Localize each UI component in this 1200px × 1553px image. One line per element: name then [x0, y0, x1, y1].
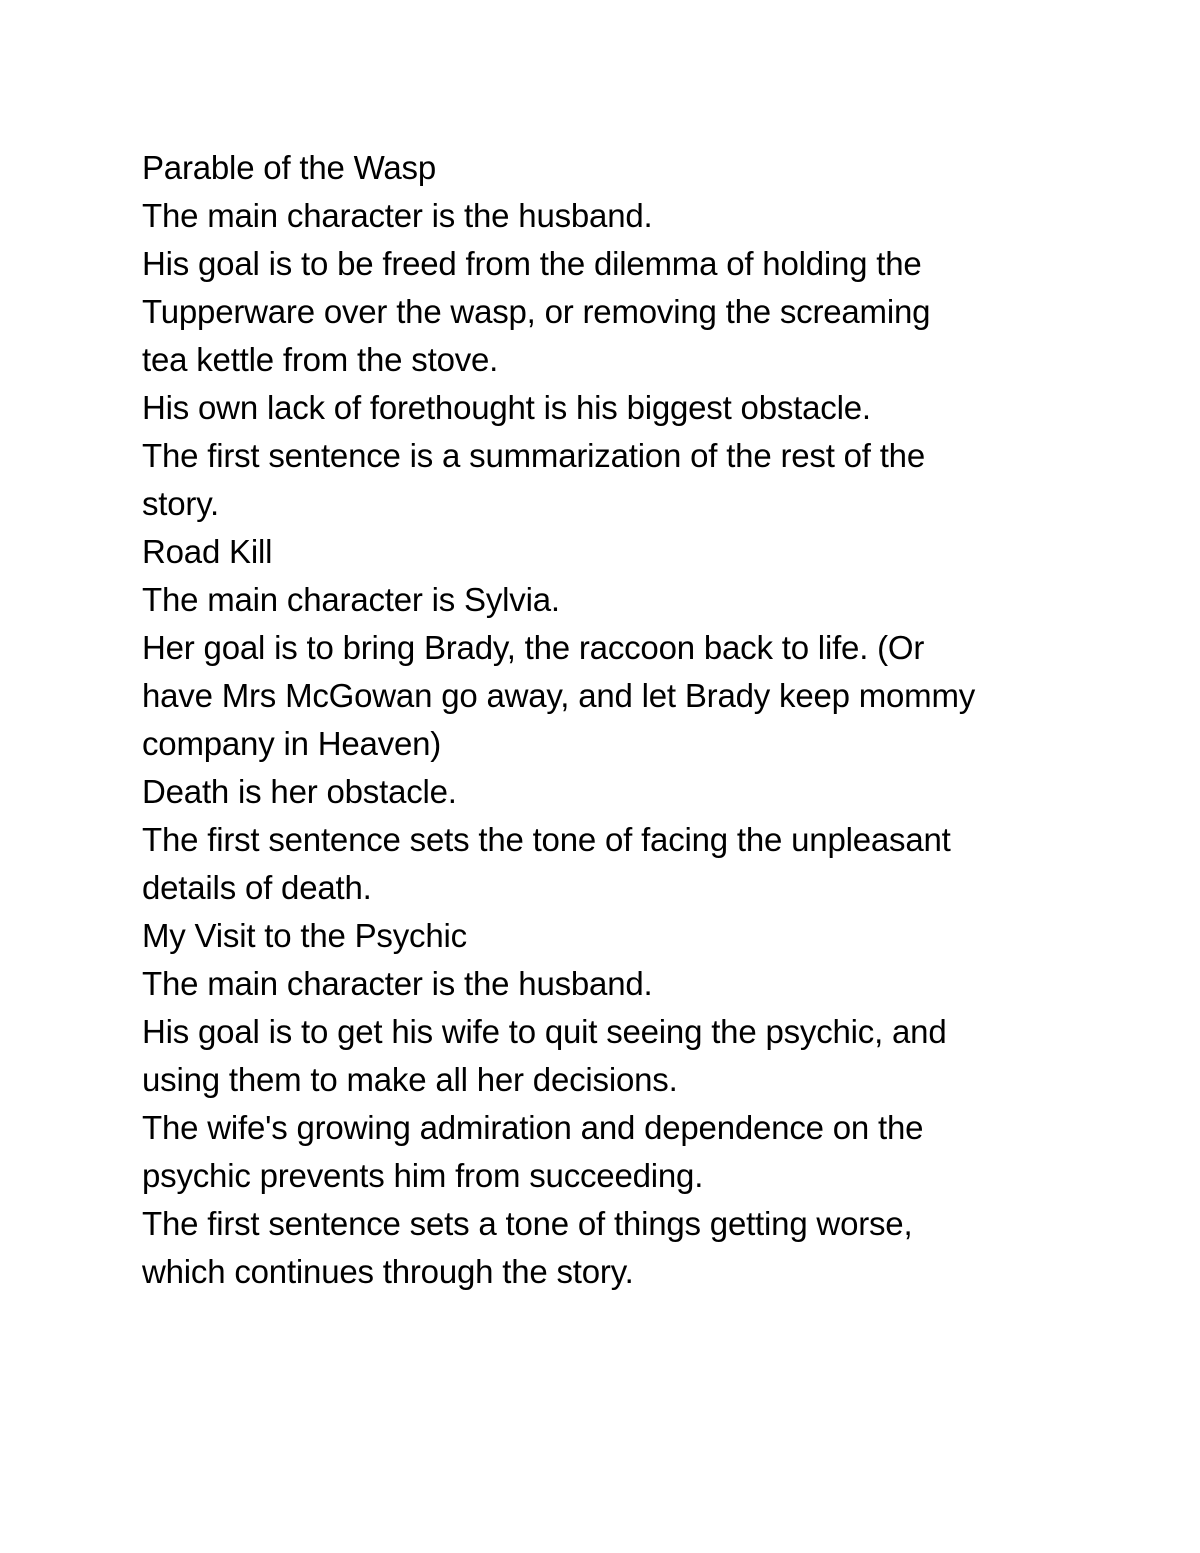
- text-line: His own lack of forethought is his biggest obstacle.: [142, 389, 871, 426]
- text-line: Her goal is to bring Brady, the raccoon back to life. (Or: [142, 629, 925, 666]
- text-line: His goal is to get his wife to quit seeing the psychic, and: [142, 1013, 947, 1050]
- text-line: The main character is Sylvia.: [142, 581, 560, 618]
- section-title: Parable of the Wasp: [142, 149, 436, 186]
- text-line: The first sentence is a summarization of the rest of the: [142, 437, 925, 474]
- text-line: which continues through the story.: [142, 1253, 634, 1290]
- text-line: tea kettle from the stove.: [142, 341, 499, 378]
- text-line: Death is her obstacle.: [142, 773, 457, 810]
- text-line: details of death.: [142, 869, 372, 906]
- text-line: The first sentence sets a tone of things getting worse,: [142, 1205, 913, 1242]
- text-line: The wife's growing admiration and dependence on the: [142, 1109, 924, 1146]
- text-line: using them to make all her decisions.: [142, 1061, 678, 1098]
- text-line: The main character is the husband.: [142, 197, 653, 234]
- section-title: Road Kill: [142, 533, 273, 570]
- text-line: story.: [142, 485, 220, 522]
- text-line: Tupperware over the wasp, or removing the screaming: [142, 293, 931, 330]
- document-body: [142, 144, 1082, 1296]
- text-line: The main character is the husband.: [142, 965, 653, 1002]
- section-title: My Visit to the Psychic: [142, 917, 467, 954]
- text-line: have Mrs McGowan go away, and let Brady keep mommy: [142, 677, 976, 714]
- text-line: The first sentence sets the tone of facing the unpleasant: [142, 821, 951, 858]
- text-line: His goal is to be freed from the dilemma of holding the: [142, 245, 922, 282]
- text-line: psychic prevents him from succeeding.: [142, 1157, 704, 1194]
- text-line: company in Heaven): [142, 725, 442, 762]
